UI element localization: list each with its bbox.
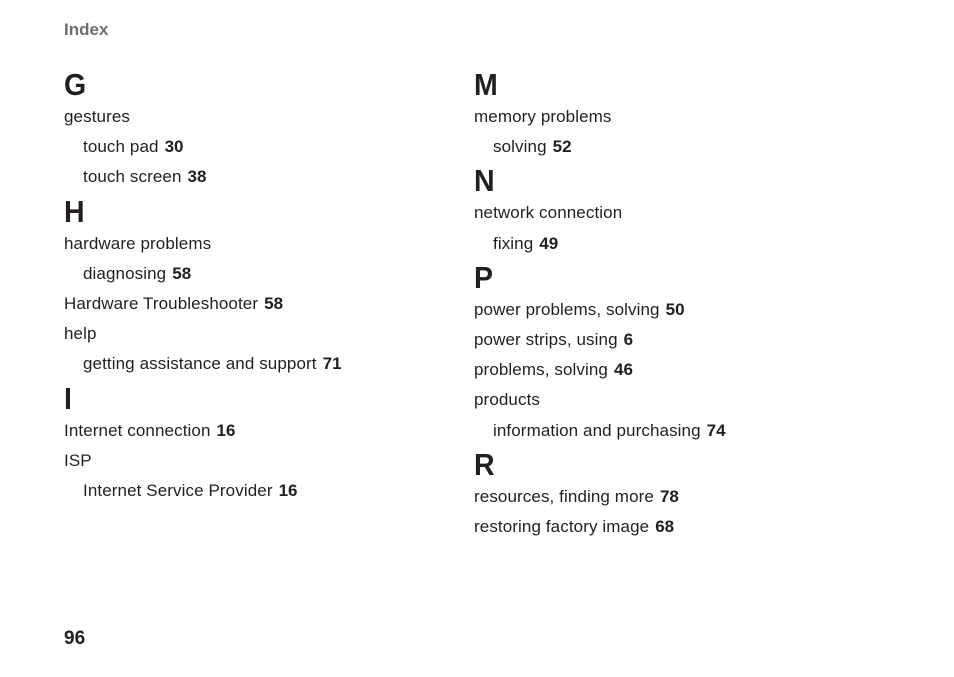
- index-term: power strips, using: [474, 329, 618, 349]
- index-entry: [64, 229, 484, 259]
- index-term: restoring factory image: [474, 516, 650, 536]
- index-term: memory problems: [474, 107, 612, 126]
- page-number: 96: [64, 628, 86, 649]
- index-page-ref: 46: [613, 360, 633, 380]
- index-page-ref: 16: [216, 420, 236, 440]
- index-entry: [474, 325, 894, 355]
- index-page-ref: 74: [706, 420, 726, 440]
- index-term: Internet connection: [64, 420, 211, 440]
- index-section-n: [474, 164, 894, 258]
- section-letter: G: [64, 67, 87, 102]
- index-page-ref: 71: [322, 354, 342, 374]
- index-section-r: [474, 448, 894, 542]
- index-subentry: [474, 132, 894, 162]
- index-section-m: [474, 68, 894, 162]
- index-entry: [474, 102, 894, 132]
- index-page-ref: 52: [552, 137, 572, 157]
- section-letter: H: [64, 193, 85, 229]
- section-letter: R: [474, 446, 495, 482]
- index-entry: [64, 446, 484, 476]
- index-page-ref: 49: [539, 233, 559, 253]
- index-subentry: [64, 349, 484, 379]
- index-column-left: [64, 66, 484, 506]
- index-page-ref: 6: [623, 329, 634, 349]
- index-section-h: [64, 195, 484, 380]
- index-subentry: [474, 229, 894, 259]
- index-entry: [474, 385, 894, 415]
- index-term: power problems, solving: [474, 299, 660, 319]
- section-letter: M: [474, 67, 498, 102]
- index-term: Hardware Troubleshooter: [64, 293, 259, 313]
- index-section-p: [474, 261, 894, 446]
- index-term: diagnosing: [83, 263, 167, 283]
- index-term: getting assistance and support: [83, 354, 317, 374]
- index-page-ref: 16: [278, 480, 298, 500]
- section-letter: I: [64, 380, 72, 416]
- index-section-i: [64, 382, 484, 507]
- index-term: hardware problems: [64, 233, 212, 253]
- index-term: solving: [493, 137, 547, 157]
- index-subentry: [474, 416, 894, 446]
- index-term: information and purchasing: [493, 420, 701, 440]
- index-subentry: [64, 162, 484, 192]
- index-entry: [64, 416, 484, 446]
- index-entry: [474, 512, 894, 542]
- section-letter: P: [474, 259, 494, 295]
- index-page-ref: 68: [655, 516, 675, 536]
- index-term: products: [474, 390, 541, 410]
- index-entry: [64, 102, 484, 132]
- index-page-ref: 30: [164, 137, 184, 157]
- index-page-ref: 50: [665, 299, 685, 319]
- index-page-ref: 38: [187, 167, 207, 187]
- index-term: resources, finding more: [474, 486, 654, 506]
- index-subentry: [64, 259, 484, 289]
- index-entry: [474, 295, 894, 325]
- index-entry: [64, 289, 484, 319]
- index-column-right: [474, 66, 894, 542]
- index-term: problems, solving: [474, 360, 608, 380]
- index-term: ISP: [64, 450, 92, 470]
- index-term: touch screen: [83, 167, 182, 187]
- page-header-title: Index: [64, 20, 109, 39]
- index-term: fixing: [493, 233, 534, 253]
- index-page-ref: 58: [264, 293, 284, 313]
- index-entry: [474, 482, 894, 512]
- section-letter: N: [474, 163, 495, 199]
- index-term: gestures: [64, 107, 131, 126]
- index-section-g: [64, 68, 484, 193]
- index-term: network connection: [474, 203, 623, 223]
- index-term: touch pad: [83, 137, 159, 157]
- index-page-ref: 58: [172, 263, 192, 283]
- index-page-ref: 78: [659, 486, 679, 506]
- index-subentry: [64, 132, 484, 162]
- index-entry: [474, 355, 894, 385]
- index-term: Internet Service Provider: [83, 480, 273, 500]
- index-term: help: [64, 324, 97, 344]
- index-entry: [474, 198, 894, 228]
- index-entry: [64, 319, 484, 349]
- index-subentry: [64, 476, 484, 506]
